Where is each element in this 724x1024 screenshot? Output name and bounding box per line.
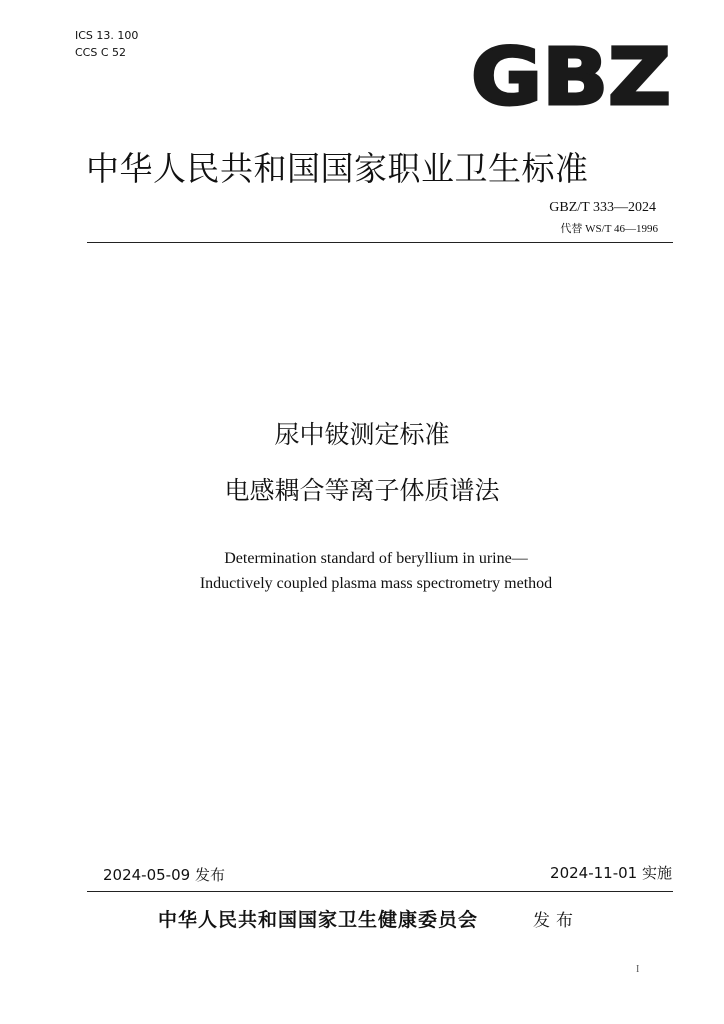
issue-label: 发布 (533, 911, 579, 930)
standard-number: GBZ/T 333—2024 (549, 200, 656, 215)
issuing-authority: 中华人民共和国国家卫生健康委员会 (158, 910, 479, 931)
top-divider (87, 242, 673, 243)
title-english-line-1: Determination standard of beryllium in urine— (224, 550, 528, 567)
issuing-body-title: 中华人民共和国国家职业卫生标准 (86, 149, 589, 188)
title-chinese-line-1: 尿中铍测定标准 (274, 420, 450, 449)
ics-code: ICS 13. 100 (75, 29, 139, 42)
replaces-standard: 代替 WS/T 46—1996 (560, 223, 658, 235)
implementation-date: 2024-11-01 实施 (550, 864, 672, 882)
title-chinese-line-2: 电感耦合等离子体质谱法 (224, 476, 500, 505)
bottom-divider (87, 891, 673, 892)
ccs-code: CCS C 52 (75, 46, 127, 59)
gbz-logo (470, 44, 672, 108)
publication-date: 2024-05-09 发布 (103, 866, 225, 884)
logo-text: GBZ (471, 44, 671, 108)
page-number: I (636, 964, 640, 975)
title-english-line-2: Inductively coupled plasma mass spectrometry method (199, 575, 553, 592)
